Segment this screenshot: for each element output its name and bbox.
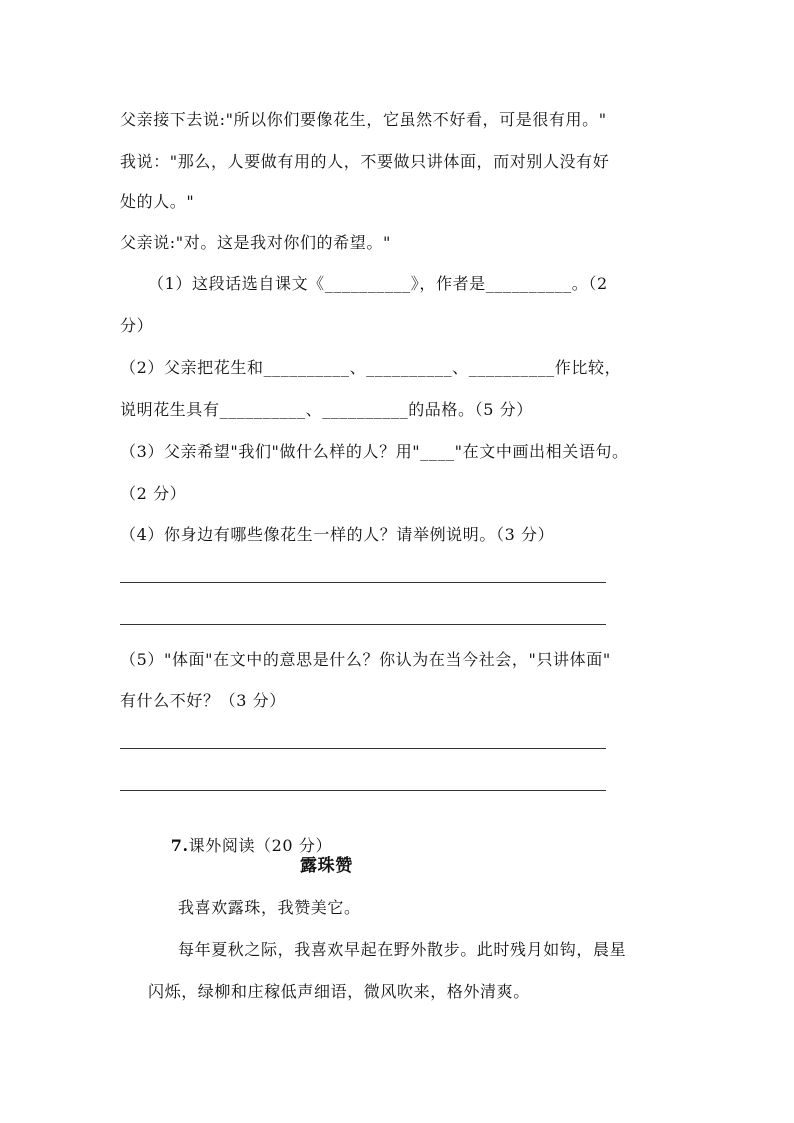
question-5-line-2: 有什么不好？（3 分） [120, 691, 286, 710]
answer-line[interactable] [120, 582, 606, 583]
question-2-line-2: 说明花生具有__________、__________的品格。（5 分） [120, 400, 533, 419]
section-number: 7. [170, 836, 189, 855]
reading-paragraph-2-line-2: 闪烁，绿柳和庄稼低声细语，微风吹来，格外清爽。 [148, 982, 530, 1001]
reading-paragraph-2-line-1: 每年夏秋之际，我喜欢早起在野外散步。此时残月如钩，晨星 [178, 940, 627, 959]
question-2-line-1: （2）父亲把花生和__________、__________、__________作比较， [120, 358, 622, 377]
question-1-line-1: （1）这段话选自课文《__________》，作者是__________。（2 [148, 274, 608, 293]
passage-line-4: 父亲说:"对。这是我对你们的希望。" [120, 233, 391, 252]
answer-line[interactable] [120, 748, 606, 749]
passage-line-1: 父亲接下去说:"所以你们要像花生，它虽然不好看，可是很有用。" [120, 110, 607, 129]
question-1-line-2: 分） [120, 316, 154, 335]
question-3-line-1: （3）父亲希望"我们"做什么样的人？用"____"在文中画出相关语句。 [120, 442, 629, 461]
reading-paragraph-1: 我喜欢露珠，我赞美它。 [178, 898, 361, 917]
passage-title: 露珠赞 [300, 856, 353, 876]
question-4-line-1: （4）你身边有哪些像花生一样的人？请举例说明。（3 分） [120, 525, 555, 544]
question-5-line-1: （5）"体面"在文中的意思是什么？你认为在当今社会，"只讲体面" [120, 650, 611, 669]
question-3-line-2: （2 分） [120, 484, 187, 503]
answer-line[interactable] [120, 624, 606, 625]
section-label: 课外阅读（20 分） [188, 836, 333, 855]
answer-line[interactable] [120, 790, 606, 791]
passage-line-2: 我说："那么，人要做有用的人，不要做只讲体面，而对别人没有好 [120, 152, 610, 171]
passage-line-3: 处的人。" [120, 192, 195, 211]
